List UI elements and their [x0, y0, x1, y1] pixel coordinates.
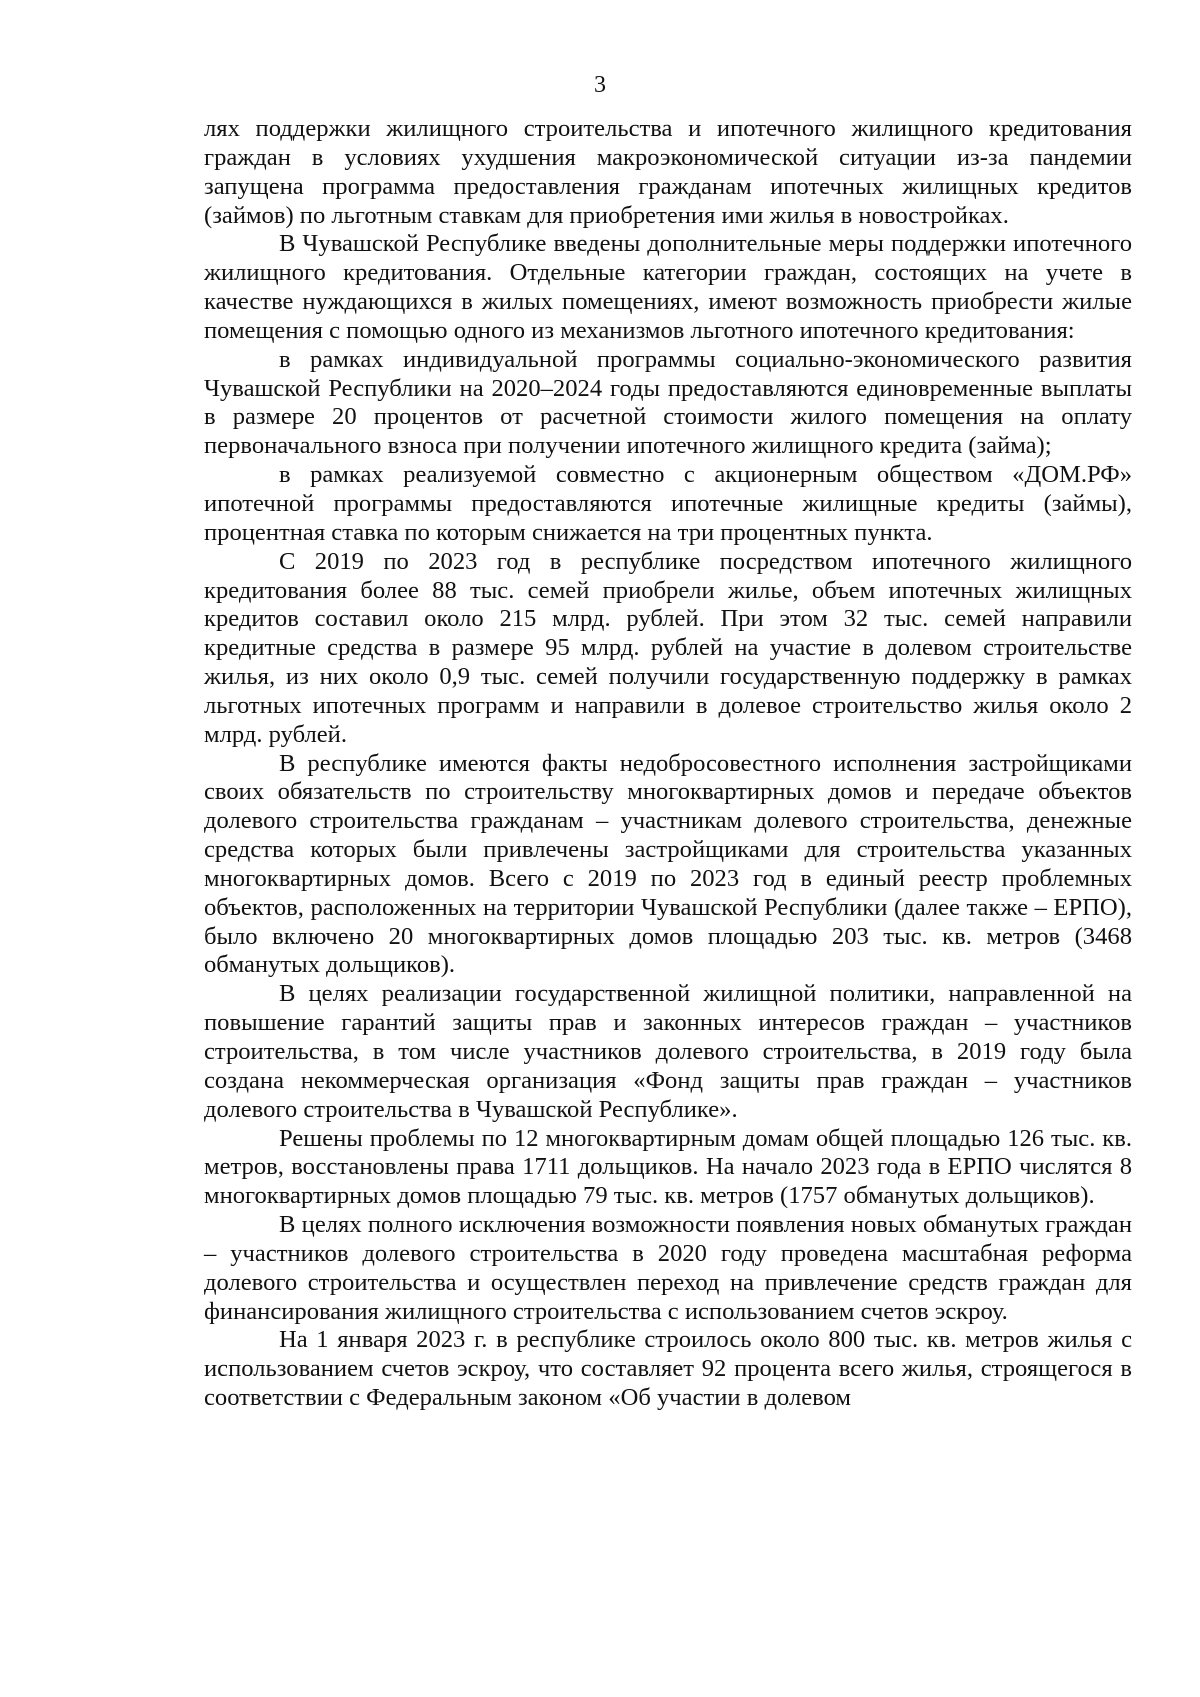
document-body — [204, 115, 1132, 1413]
paragraph-10: На 1 января 2023 г. в республике строилось около 800 тыс. кв. метров жилья с использованием счетов эскроу, что составляет 92 процента всего жилья, строящегося в соответствии с Федеральным законом «Об участии в долевом — [204, 1326, 1132, 1412]
paragraph-9: В целях полного исключения возможности появления новых обманутых граждан – участников долевого строительства в 2020 году проведена масштабная реформа долевого строительства и осуществлен переход на привлечение средств граждан для финансирования жилищного строительства с использованием счетов эскроу. — [204, 1211, 1132, 1325]
paragraph-6: В республике имеются факты недобросовестного исполнения застройщиками своих обязательств по строительству многоквартирных домов и передаче объектов долевого строительства гражданам – участникам долевого строительства, денежные средства которых были привлечены застройщиками для строительства указанных многоквартирных домов. Всего с 2019 по 2023 год в единый реестр проблемных объектов, расположенных на территории Чувашской Республики (далее также – ЕРПО), было включено 20 многоквартирных домов площадью 203 тыс. кв. метров (3468 обманутых дольщиков). — [204, 749, 1132, 979]
paragraph-4: в рамках реализуемой совместно с акционерным обществом «ДОМ.РФ» ипотечной программы предоставляются ипотечные жилищные кредиты (займы), процентная ставка по которым снижается на три процентных пункта. — [204, 461, 1132, 546]
paragraph-3: в рамках индивидуальной программы социально-экономического развития Чувашской Республики на 2020–2024 годы предоставляются единовременные выплаты в размере 20 процентов от расчетной стоимости жилого помещения на оплату первоначального взноса при получении ипотечного жилищного кредита (займа); — [204, 345, 1132, 460]
paragraph-8: Решены проблемы по 12 многоквартирным домам общей площадью 126 тыс. кв. метров, восстановлены права 1711 дольщиков. На начало 2023 года в ЕРПО числятся 8 многоквартирных домов площадью 79 тыс. кв. метров (1757 обманутых дольщиков). — [204, 1124, 1132, 1210]
paragraph-7: В целях реализации государственной жилищной политики, направленной на повышение гарантий защиты прав и законных интересов граждан – участников строительства, в том числе участников долевого строительства, в 2019 году была создана некоммерческая организация «Фонд защиты прав граждан – участников долевого строительства в Чувашской Республике». — [204, 980, 1132, 1123]
paragraph-1: лях поддержки жилищного строительства и ипотечного жилищного кредитования граждан в условиях ухудшения макроэкономической ситуации из-за пандемии запущена программа предоставления гражданам ипотечных жилищных кредитов (займов) по льготным ставкам для приобретения ими жилья в новостройках. — [204, 115, 1132, 229]
paragraph-2: В Чувашской Республике введены дополнительные меры поддержки ипотечного жилищного кредитования. Отдельные категории граждан, состоящих на учете в качестве нуждающихся в жилых помещениях, имеют возможность приобрести жилые помещения с помощью одного из механизмов льготного ипотечного кредитования: — [204, 230, 1132, 344]
page-number: 3 — [594, 72, 606, 98]
paragraph-5: С 2019 по 2023 год в республике посредством ипотечного жилищного кредитования более 88 тыс. семей приобрели жилье, объем ипотечных жилищных кредитов составил около 215 млрд. рублей. При этом 32 тыс. семей направили кредитные средства в размере 95 млрд. рублей на участие в долевом строительстве жилья, из них около 0,9 тыс. семей получили государственную поддержку в рамках льготных ипотечных программ и направили в долевое строительство жилья около 2 млрд. рублей. — [204, 547, 1132, 748]
